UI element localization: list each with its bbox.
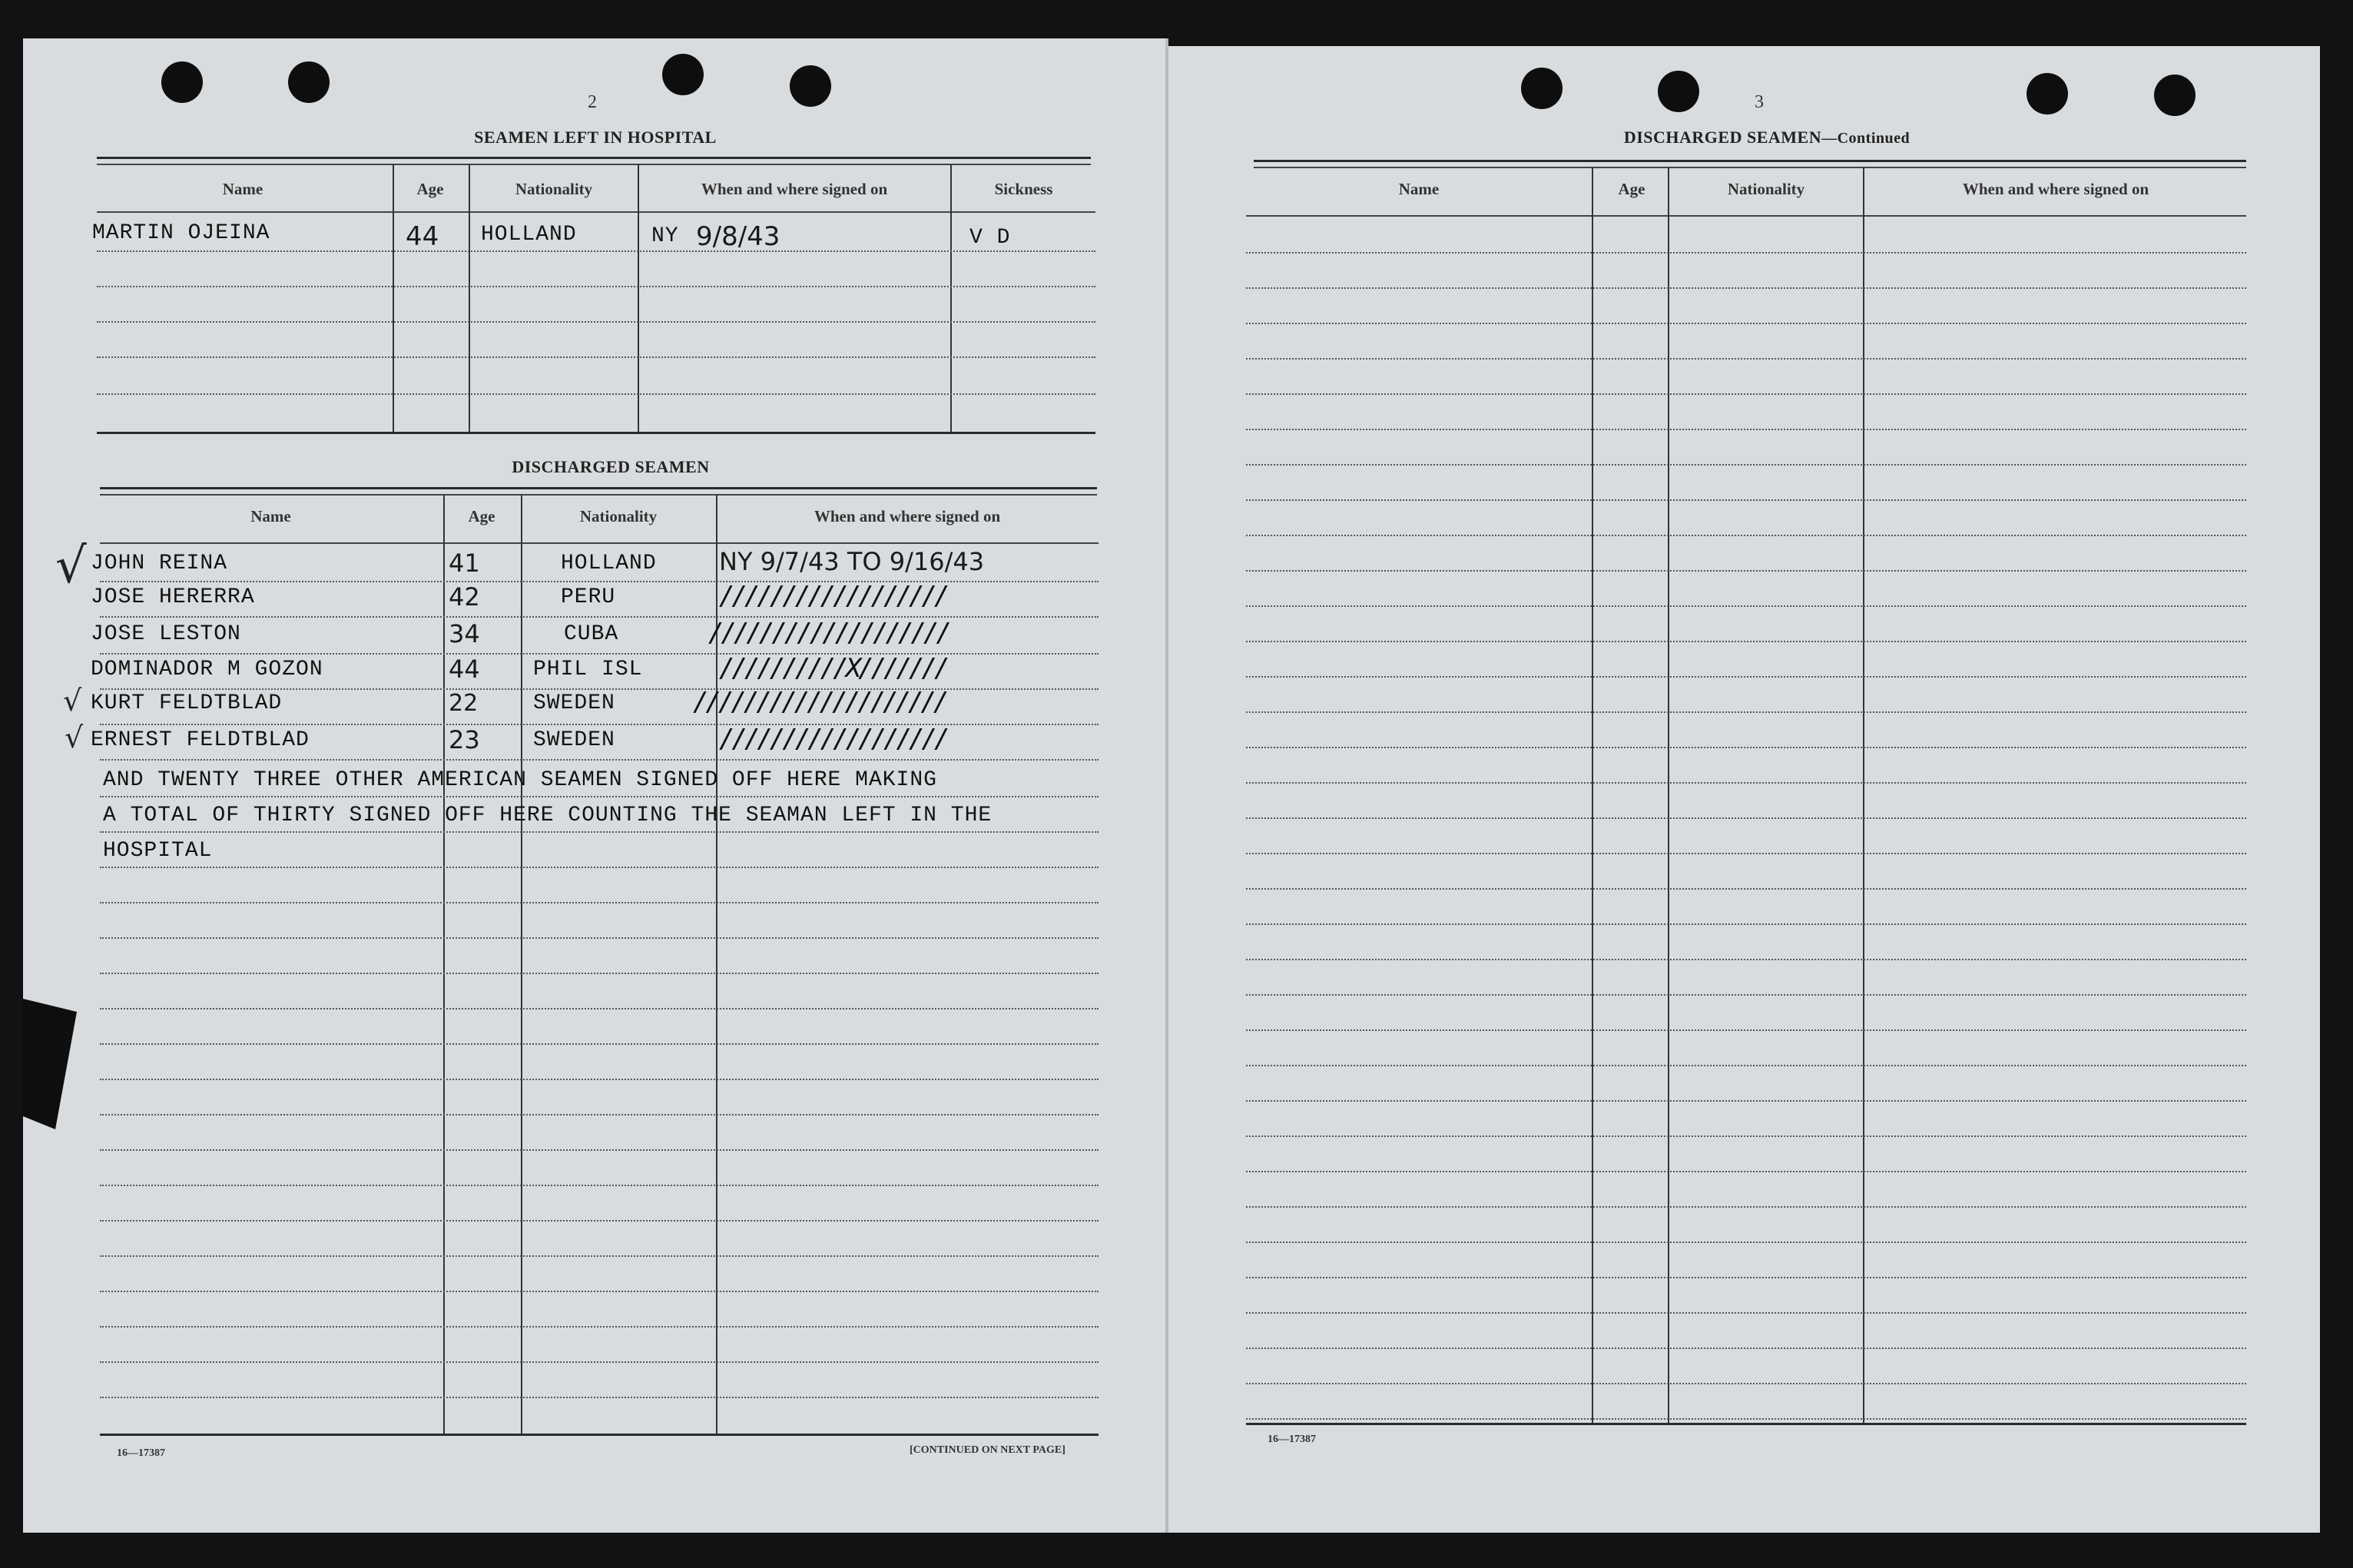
discharged-name: JOHN REINA: [91, 552, 228, 575]
row-rule: [100, 653, 1099, 655]
right-header-nationality: Nationality: [1727, 180, 1805, 198]
rule: [1254, 167, 2246, 168]
row-rule: [1246, 1418, 2246, 1420]
punch-hole-icon: [288, 61, 330, 103]
note-line: HOSPITAL: [103, 839, 213, 863]
discharged-name: ERNEST FELDTBLAD: [91, 728, 310, 752]
row-rule: [1246, 1383, 2246, 1384]
continued-note: [CONTINUED ON NEXT PAGE]: [910, 1444, 1065, 1456]
discharged-signed-on-ditto: //////////X///////: [719, 653, 947, 684]
column-divider: [1592, 167, 1593, 1423]
discharged-signed-on-ditto: //////////////////: [719, 724, 947, 754]
row-rule: [1246, 287, 2246, 289]
row-rule: [1246, 464, 2246, 466]
row-rule: [1246, 888, 2246, 890]
hospital-header-name: Name: [222, 180, 263, 198]
row-rule: [97, 286, 1095, 287]
row-rule: [1246, 252, 2246, 254]
row-rule: [100, 724, 1099, 725]
row-rule: [100, 1291, 1099, 1292]
row-rule: [1246, 1065, 2246, 1066]
discharged-header-age: Age: [468, 507, 495, 525]
check-mark-icon: √: [63, 684, 82, 718]
row-rule: [100, 1185, 1099, 1186]
right-title-main: DISCHARGED SEAMEN: [1623, 128, 1822, 147]
discharged-header-nationality: Nationality: [579, 507, 658, 525]
row-rule: [1246, 817, 2246, 819]
right-page: [1168, 46, 2320, 1533]
hospital-sickness: V D: [969, 226, 1011, 250]
discharged-header-name: Name: [250, 507, 291, 525]
hospital-header-sickness: Sickness: [994, 180, 1053, 198]
hospital-age: 44: [406, 221, 439, 252]
hospital-signed-place: NY: [651, 224, 679, 248]
discharged-name: JOSE LESTON: [91, 622, 241, 646]
discharged-age: 41: [449, 549, 480, 578]
row-rule: [1246, 782, 2246, 784]
discharged-nationality: CUBA: [564, 622, 619, 646]
row-rule: [97, 393, 1095, 395]
rule: [100, 494, 1097, 496]
discharged-name: DOMINADOR M GOZON: [91, 658, 323, 681]
row-rule: [100, 831, 1099, 833]
row-rule: [100, 759, 1099, 761]
row-rule: [1246, 959, 2246, 960]
check-mark-icon: √: [55, 538, 87, 595]
row-rule: [1246, 747, 2246, 748]
note-line: AND TWENTY THREE OTHER AMERICAN SEAMEN SIGNED OFF HERE MAKING: [103, 768, 937, 792]
row-rule: [1246, 499, 2246, 501]
row-rule: [100, 1361, 1099, 1363]
row-rule: [100, 688, 1099, 690]
row-rule: [100, 1114, 1099, 1116]
row-rule: [100, 1079, 1099, 1080]
right-header-name: Name: [1398, 180, 1440, 198]
form-number: 16—17387: [1268, 1434, 1316, 1445]
row-rule: [1246, 535, 2246, 536]
rule: [1246, 215, 2246, 217]
row-rule: [1246, 1100, 2246, 1102]
row-rule: [100, 581, 1099, 582]
punch-hole-icon: [161, 61, 203, 103]
row-rule: [100, 1255, 1099, 1257]
row-rule: [100, 1220, 1099, 1222]
note-line: A TOTAL OF THIRTY SIGNED OFF HERE COUNTING THE SEAMAN LEFT IN THE: [103, 804, 993, 827]
row-rule: [1246, 1348, 2246, 1349]
check-mark-icon: √: [65, 721, 84, 754]
row-rule: [1246, 711, 2246, 713]
right-header-signed-on: When and where signed on: [1962, 180, 2149, 198]
rule: [1246, 1423, 2246, 1425]
row-rule: [97, 356, 1095, 358]
right-section-title: [1536, 128, 1997, 148]
row-rule: [1246, 676, 2246, 678]
row-rule: [97, 250, 1095, 252]
row-rule: [1246, 923, 2246, 925]
punch-hole-icon: [1658, 71, 1699, 112]
row-rule: [1246, 358, 2246, 360]
hospital-name: MARTIN OJEINA: [92, 221, 270, 245]
discharged-nationality: HOLLAND: [561, 552, 657, 575]
row-rule: [100, 796, 1099, 797]
rule: [97, 211, 1095, 213]
punch-hole-icon: [662, 54, 704, 95]
discharged-signed-on: NY 9/7/43 TO 9/16/43: [719, 547, 985, 576]
page-gutter: [1165, 38, 1168, 1533]
row-rule: [1246, 1312, 2246, 1314]
row-rule: [1246, 1206, 2246, 1208]
row-rule: [1246, 994, 2246, 996]
discharged-nationality: PHIL ISL: [533, 658, 643, 681]
discharged-age: 22: [449, 690, 479, 717]
column-divider: [443, 495, 445, 1434]
right-header-age: Age: [1618, 180, 1645, 198]
discharged-age: 44: [449, 655, 480, 684]
punch-hole-icon: [1521, 68, 1563, 109]
row-rule: [97, 321, 1095, 323]
discharged-name: KURT FELDTBLAD: [91, 691, 283, 715]
row-rule: [1246, 1277, 2246, 1278]
row-rule: [1246, 641, 2246, 642]
row-rule: [1246, 570, 2246, 572]
row-rule: [100, 867, 1099, 868]
row-rule: [100, 1043, 1099, 1045]
punch-hole-icon: [2027, 73, 2068, 114]
discharged-nationality: SWEDEN: [533, 728, 615, 752]
column-divider: [1863, 167, 1864, 1423]
row-rule: [1246, 853, 2246, 854]
row-rule: [1246, 323, 2246, 324]
hospital-header-nationality: Nationality: [515, 180, 593, 198]
discharged-age: 42: [449, 582, 480, 612]
row-rule: [100, 1326, 1099, 1328]
right-title-suffix: —Continued: [1821, 130, 1911, 147]
row-rule: [100, 937, 1099, 939]
hospital-nationality: HOLLAND: [481, 223, 577, 247]
discharged-signed-on-ditto: ///////////////////: [708, 618, 949, 648]
row-rule: [100, 1149, 1099, 1151]
rule: [100, 1434, 1099, 1436]
rule: [100, 487, 1097, 489]
page-number: 3: [1755, 92, 1764, 112]
row-rule: [1246, 393, 2246, 395]
hospital-header-signed-on: When and where signed on: [701, 180, 888, 198]
row-rule: [100, 616, 1099, 618]
rule: [100, 542, 1099, 544]
row-rule: [100, 1397, 1099, 1398]
rule: [97, 164, 1091, 165]
punch-hole-icon: [2154, 75, 2196, 116]
row-rule: [1246, 429, 2246, 430]
column-divider: [1668, 167, 1669, 1423]
row-rule: [100, 1008, 1099, 1009]
row-rule: [1246, 605, 2246, 607]
discharged-nationality: PERU: [561, 585, 616, 609]
discharged-section-title: DISCHARGED SEAMEN: [512, 457, 710, 476]
row-rule: [1246, 1135, 2246, 1137]
row-rule: [100, 973, 1099, 974]
discharged-name: JOSE HERERRA: [91, 585, 255, 609]
discharged-age: 23: [449, 725, 480, 754]
row-rule: [1246, 1241, 2246, 1243]
discharged-age: 34: [449, 619, 480, 648]
discharged-header-signed-on: When and where signed on: [814, 507, 1001, 525]
row-rule: [1246, 1171, 2246, 1172]
row-rule: [100, 902, 1099, 903]
punch-hole-icon: [790, 65, 831, 107]
rule: [97, 157, 1091, 159]
row-rule: [1246, 1029, 2246, 1031]
hospital-section-title: SEAMEN LEFT IN HOSPITAL: [474, 128, 717, 147]
hospital-header-age: Age: [416, 180, 444, 198]
rule: [97, 432, 1095, 434]
form-number: 16—17387: [117, 1447, 165, 1459]
hospital-signed-date: 9/8/43: [696, 221, 780, 252]
page-number: 2: [588, 92, 597, 112]
discharged-signed-on-ditto: //////////////////: [719, 581, 947, 612]
rule: [1254, 160, 2246, 162]
column-divider: [521, 495, 522, 1434]
discharged-nationality: SWEDEN: [533, 691, 615, 715]
discharged-signed-on-ditto: ////////////////////: [693, 687, 946, 718]
